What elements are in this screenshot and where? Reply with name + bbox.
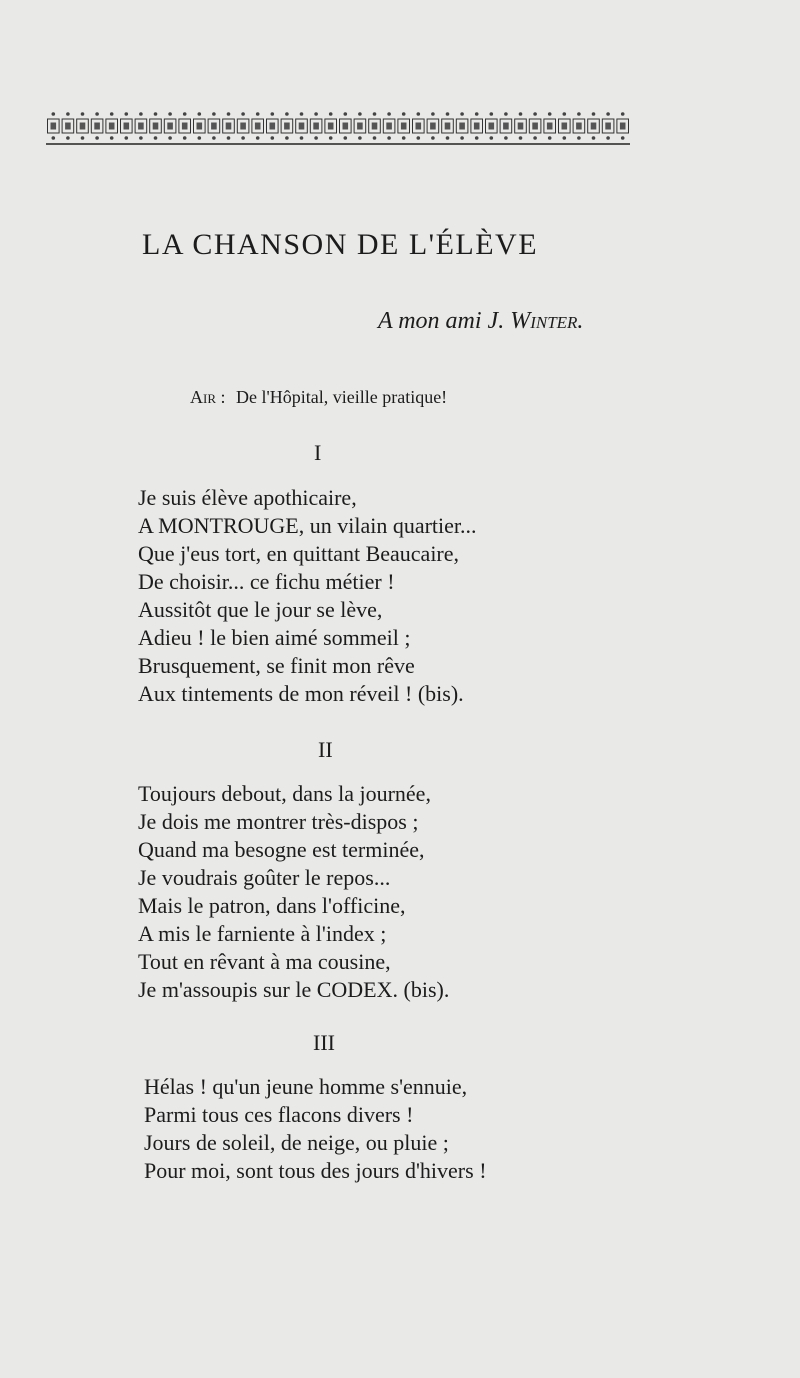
ornament-tile xyxy=(91,112,103,140)
ornament-tile xyxy=(602,112,614,140)
ornament-tile xyxy=(62,112,74,140)
ornament-tile xyxy=(369,112,381,140)
dedication-prefix: A mon ami J. xyxy=(378,308,511,334)
verse-line: Mais le patron, dans l'officine, xyxy=(138,893,406,918)
ornament-tile xyxy=(208,112,220,140)
verse-line: Brusquement, se finit mon rêve xyxy=(138,653,415,678)
stanza-3 xyxy=(144,1073,487,1185)
dedication xyxy=(378,308,583,335)
ornament-tile xyxy=(471,112,483,140)
verse-line: A MONTROUGE, un vilain quartier... xyxy=(138,513,477,538)
ornament-tile xyxy=(354,112,366,140)
verse-line: Quand ma besogne est terminée, xyxy=(138,837,425,862)
tune-label: Air : xyxy=(190,387,226,407)
ornament-tile xyxy=(325,112,337,140)
ornament-tile xyxy=(194,112,206,140)
ornament-tile xyxy=(442,112,454,140)
verse-line: Hélas ! qu'un jeune homme s'ennuie, xyxy=(144,1074,468,1099)
ornament-tile xyxy=(515,112,527,140)
verse-line: Que j'eus tort, en quittant Beaucaire, xyxy=(138,541,460,566)
dedication-name: Winter. xyxy=(510,308,584,334)
ornament-tile xyxy=(106,112,118,140)
verse-line: Parmi tous ces flacons divers ! xyxy=(144,1102,414,1127)
ornament-tile xyxy=(223,112,235,140)
verse-line: Je dois me montrer très-dispos ; xyxy=(138,809,419,834)
stanza-1 xyxy=(138,484,477,708)
ornament-tile xyxy=(529,112,541,140)
ornament-tile xyxy=(281,112,293,140)
ornament-tile xyxy=(296,112,308,140)
verse-line: Tout en rêvant à ma cousine, xyxy=(138,949,391,974)
ornament-tile xyxy=(544,112,556,140)
ornament-tile xyxy=(486,112,498,140)
ornament-tile xyxy=(77,112,89,140)
header-ornament-band xyxy=(46,110,630,146)
verse-line: Je suis élève apothicaire, xyxy=(138,485,357,510)
ornament-tile xyxy=(179,112,191,140)
ornament-tile xyxy=(237,112,249,140)
ornament-tile xyxy=(500,112,512,140)
verse-line: Jours de soleil, de neige, ou pluie ; xyxy=(144,1130,449,1155)
verse-line: Pour moi, sont tous des jours d'hivers ! xyxy=(144,1158,487,1183)
ornament-tile xyxy=(267,112,279,140)
ornament-tile xyxy=(413,112,425,140)
ornament-tile xyxy=(573,112,585,140)
ornament-tile xyxy=(121,112,133,140)
stanza-numeral-3: III xyxy=(313,1030,335,1055)
ornament-tile xyxy=(48,112,60,140)
poem-title: LA CHANSON DE L'ÉLÈVE xyxy=(142,228,539,261)
stanza-numeral-2: II xyxy=(318,737,333,762)
verse-line: Aux tintements de mon réveil ! (bis). xyxy=(138,681,464,706)
ornament-tile xyxy=(456,112,468,140)
ornament-tile xyxy=(164,112,176,140)
stanza-numeral-1: I xyxy=(314,440,322,465)
verse-line: Aussitôt que le jour se lève, xyxy=(138,597,383,622)
verse-line: Je m'assoupis sur le CODEX. (bis). xyxy=(138,977,450,1002)
ornament-tile xyxy=(150,112,162,140)
verse-line: A mis le farniente à l'index ; xyxy=(138,921,387,946)
ornament-tile xyxy=(617,112,629,140)
ornament-tile xyxy=(398,112,410,140)
verse-line: Je voudrais goûter le repos... xyxy=(138,865,391,890)
ornament-tile xyxy=(588,112,600,140)
ornament-tile xyxy=(252,112,264,140)
ornament-tile xyxy=(559,112,571,140)
ornament-tile xyxy=(427,112,439,140)
ornament-tile xyxy=(310,112,322,140)
verse-line: De choisir... ce fichu métier ! xyxy=(138,569,395,594)
ornament-tile xyxy=(135,112,147,140)
verse-line: Adieu ! le bien aimé sommeil ; xyxy=(138,625,411,650)
stanza-2 xyxy=(138,780,449,1004)
verse-line: Toujours debout, dans la journée, xyxy=(138,781,431,806)
ornament-tile xyxy=(340,112,352,140)
ornament-tile xyxy=(383,112,395,140)
tune-name: De l'Hôpital, vieille pratique! xyxy=(236,387,448,407)
tune-indication xyxy=(190,387,447,408)
